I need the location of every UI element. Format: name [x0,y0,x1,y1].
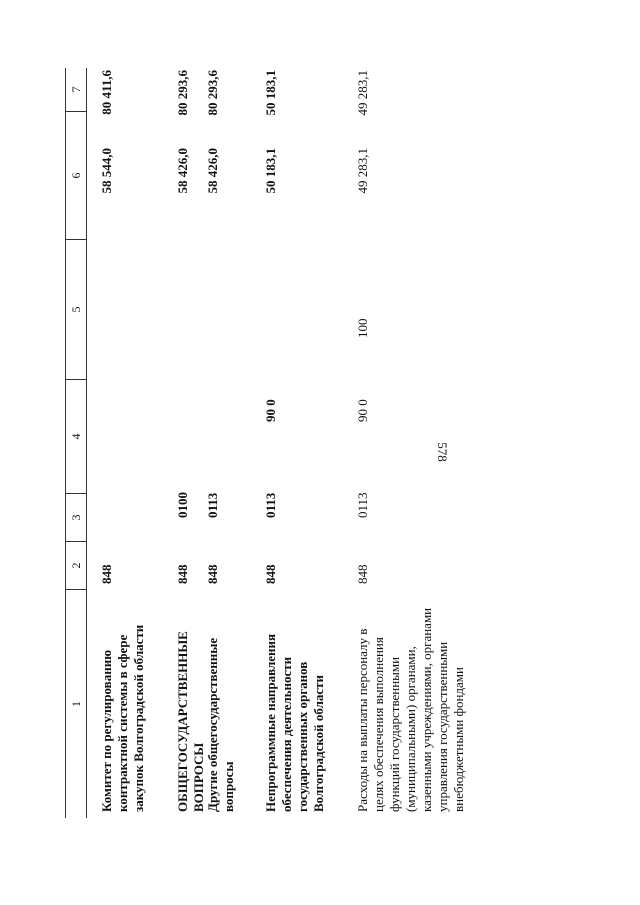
row-col-6: 58 544,0 [99,148,114,194]
header-col-5: 5 [66,240,86,380]
row-col-7: 80 411,6 [99,70,114,115]
row-name: Другие общегосударственные вопросы [205,637,236,812]
row-col-7: 80 293,6 [175,70,190,116]
row-col-3: 0113 [355,492,370,518]
row-col-2: 848 [175,564,190,584]
row-col-5: 100 [355,318,370,338]
row-col-3: 0113 [205,492,220,518]
row-col-2: 848 [205,564,220,584]
page-number: 578 [435,442,450,462]
table-header [65,68,87,818]
row-col-6: 58 426,0 [205,148,220,194]
header-col-1: 1 [69,701,83,707]
header-col-7: 7 [66,68,86,112]
row-col-7: 49 283,1 [355,70,370,116]
row-name: Комитет по регулированию контрактной системы в сфере закупок Волгоградской области [99,624,146,812]
row-col-2: 848 [99,564,114,584]
row-col-7: 50 183,1 [263,70,278,116]
row-name: ОБЩЕГОСУДАРСТВЕННЫЕ ВОПРОСЫ [175,631,206,812]
row-col-6: 58 426,0 [175,148,190,194]
row-col-3: 0113 [263,492,278,518]
header-col-4: 4 [66,380,86,494]
row-col-2: 848 [355,564,370,584]
row-col-2: 848 [263,564,278,584]
rotated-table [65,68,585,818]
header-col-2: 2 [66,542,86,590]
row-col-3: 0100 [175,492,190,518]
row-col-4: 90 0 [263,399,278,422]
row-col-6: 50 183,1 [263,148,278,194]
row-name: Расходы на выплаты персоналу в целях обеспечения выполнения функций государственными (муниципальными) органами, казенными учреждениями, органами управления государственными внебюджетными фондами [355,607,466,812]
row-col-7: 80 293,6 [205,70,220,116]
row-name: Непрограммные направления обеспечения деятельности государственных органов Волгоградской области [263,633,326,812]
header-col-3: 3 [66,494,86,542]
row-col-4: 90 0 [355,399,370,422]
header-col-6: 6 [66,112,86,240]
row-col-6: 49 283,1 [355,148,370,194]
